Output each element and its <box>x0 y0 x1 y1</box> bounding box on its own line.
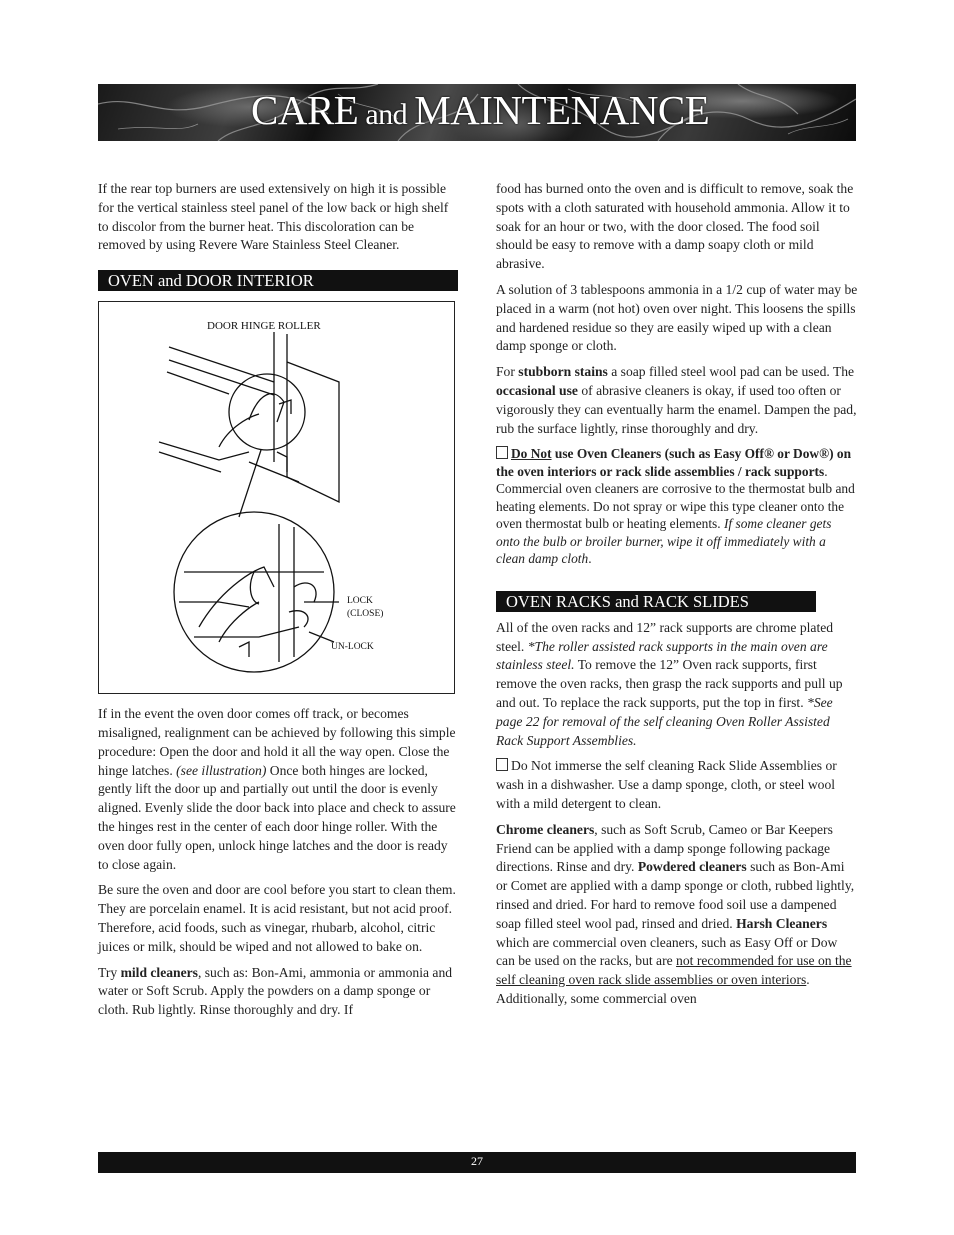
label-door-hinge-roller: DOOR HINGE ROLLER <box>207 320 321 333</box>
food-burned-paragraph: food has burned onto the oven and is difficult to remove, soak the spots with a cloth saturated with household ammonia. Allow it to soak for an hour or two, with the door closed. The food soil should be easy to remove with a damp soapy cloth or mild abrasive. <box>496 181 854 272</box>
section-heading-racks: OVEN RACKS and RACK SLIDES <box>496 591 816 612</box>
right-column <box>496 180 858 1016</box>
chrome-cleaners-paragraph: Chrome cleaners, such as Soft Scrub, Cameo or Bar Keepers Friend can be applied with a damp sponge following package directions. Rinse and dry. Powdered cleaners such as Bon-Ami or Comet are applied with a damp sponge or cloth, rubbed lightly, rinsed and dried. For hard to remove food soil use a dampened soap filled steel wool pad, rinsed and dried. Harsh Cleaners which are commercial oven cleaners, such as Easy Off or Dow can be used on the racks, but are not recommended for use on the self cleaning oven rack slide assemblies or oven interiors. Additionally, some commercial oven <box>496 821 855 1006</box>
label-lock: LOCK <box>347 596 373 607</box>
hinge-illustration <box>99 302 454 693</box>
cool-paragraph: Be sure the oven and door are cool before you start to clean them. They are porcelain enamel. It is acid resistant, but not acid proof. Therefore, acid foods, such as vinegar, rhubarb, alcohol, citric juices or milk, should be wiped and not allowed to bake on. <box>98 882 456 954</box>
page-number: 27 <box>471 1154 483 1168</box>
oven-cleaner-warning: Do Not use Oven Cleaners (such as Easy Off® or Dow®) on the oven interiors or rack slide assemblies / rack supports. Commercial oven cleaners are corrosive to the thermostat bulb and heating elements. Do not spray or wipe this type cleaner onto the oven thermostat bulb or heating elements. If some cleaner gets onto the bulb or broiler burner, wipe it off immediately with a clean damp cloth. <box>496 446 855 567</box>
header-banner <box>98 84 856 141</box>
left-column <box>98 180 458 1027</box>
stubborn-stains-paragraph: For stubborn stains a soap filled steel wool pad can be used. The occasional use of abrasive cleaners is okay, if used too often or vigorously they can eventually harm the enamel. Dampen the pad, rub the surface lightly, rinse thoroughly and dry. <box>496 364 857 436</box>
checkbox-icon <box>496 758 508 771</box>
racks-paragraph: All of the oven racks and 12” rack supports are chrome plated steel. *The roller assisted rack supports in the main oven are stainless steel. To remove the 12” Oven rack supports, first remove the oven racks, then grasp the rack supports and pull up and out. To replace the rack supports, put the top in first. *See page 22 for removal of the self cleaning Oven Roller Assisted Rack Support Assemblies. <box>496 619 843 748</box>
door-hinge-diagram <box>98 301 455 694</box>
label-unlock: UN-LOCK <box>331 642 374 653</box>
intro-paragraph: If the rear top burners are used extensively on high it is possible for the vertical stainless steel panel of the low back or high shelf to discolor from the burner heat. This discoloration can be removed by using Revere Ware Stainless Steel Cleaner. <box>98 181 449 253</box>
checkbox-icon <box>496 446 508 459</box>
mild-cleaners-paragraph: Try mild cleaners, such as: Bon-Ami, ammonia or ammonia and water or Soft Scrub. Apply the powders on a damp sponge or cloth. Rub lightly. Rinse thoroughly and dry. If <box>98 964 453 1018</box>
section-heading-oven-door: OVEN and DOOR INTERIOR <box>98 270 458 291</box>
ammonia-paragraph: A solution of 3 tablespoons ammonia in a 1/2 cup of water may be placed in a warm (not hot) oven over night. This loosens the spills and hardened residue so they are easily wiped up with a clean damp sponge or cloth. <box>496 281 858 354</box>
realign-paragraph: If in the event the oven door comes off track, or becomes misaligned, realignment can be achieved by following this simple procedure: Open the door and hold it all the way open. Close the hinge latches. (see illustration) Once both hinges are locked, gently lift the door up and partially out until the door is evenly aligned. Evenly slide the door back into place and check to assure the hinges rest in the center of each door hinge roller. With the oven door fully open, unlock hinge latches and the door is ready to close again. <box>98 706 456 872</box>
page-title: CARE and MAINTENANCE <box>251 87 710 133</box>
page-footer <box>98 1152 856 1173</box>
immerse-paragraph: Do Not immerse the self cleaning Rack Slide Assemblies or wash in a dishwasher. Use a damp sponge, cloth, or steel wool with a mild detergent to clean. <box>496 758 837 812</box>
label-close: (CLOSE) <box>347 609 384 620</box>
